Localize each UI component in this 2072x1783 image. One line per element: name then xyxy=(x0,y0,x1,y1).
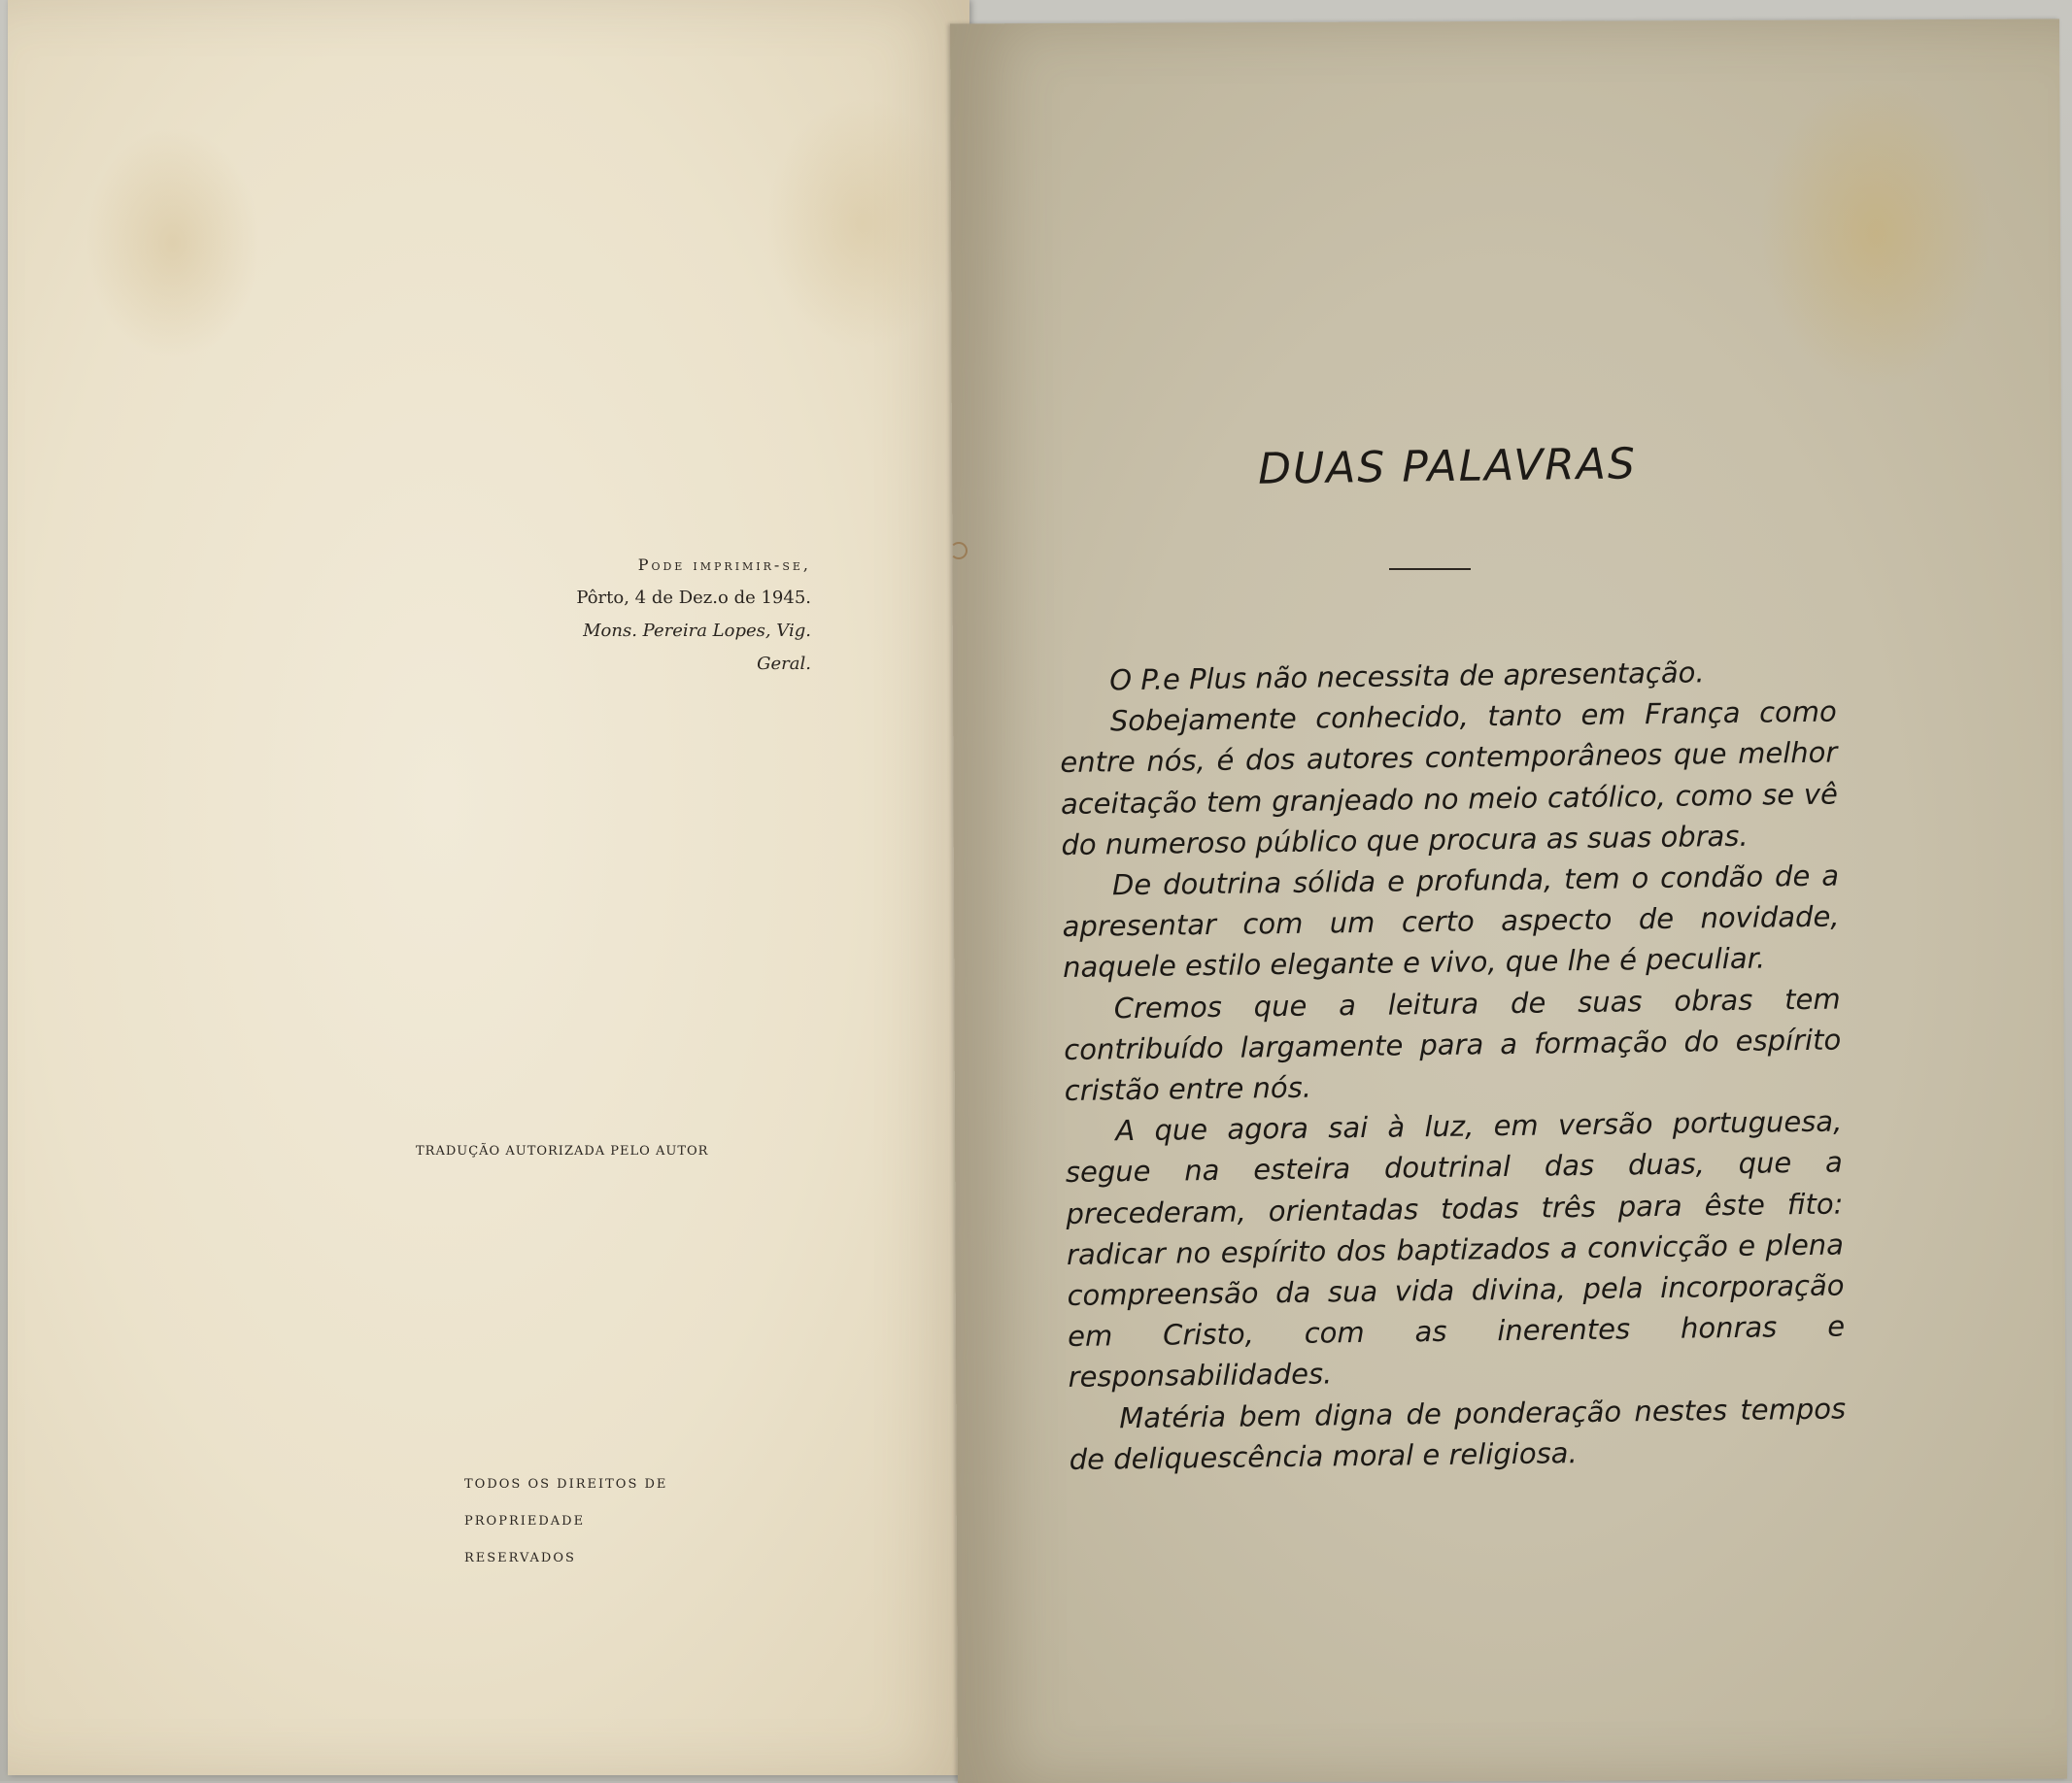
paragraph: Cremos que a leitura de suas obras tem contribuído largamente para a formação do espírito cristão entre nós. xyxy=(1064,982,1842,1107)
page-title: DUAS PALAVRAS xyxy=(1257,439,1638,494)
rights-note xyxy=(464,1466,683,1577)
imprimatur-block xyxy=(549,549,811,681)
rights-note-line-2: PROPRIEDADE RESERVADOS xyxy=(464,1514,586,1565)
body-text xyxy=(1059,651,1847,1480)
paragraph: De doutrina sólida e profunda, tem o condão de a apresentar com um certo aspecto de novidade, naquele estilo elegante e vivo, que lhe é peculiar. xyxy=(1062,858,1840,985)
paragraph: A que agora sai à luz, em versão portuguesa, segue na esteira doutrinal das duas, que a precederam, orientadas todas três para êste fito: radicar no espírito dos baptizados a convicção e plena compreensão da sua vida divina, pela incorporação em Cristo, com as inerentes honras e responsabilidades. xyxy=(1065,1104,1846,1395)
translation-note: TRADUÇÃO AUTORIZADA PELO AUTOR xyxy=(416,1144,709,1159)
paragraph: Matéria bem digna de ponderação nestes tempos de deliquescência moral e religiosa. xyxy=(1069,1392,1847,1476)
imprimatur-line-2: Pôrto, 4 de Dez.o de 1945. xyxy=(576,588,811,608)
imprimatur-line-1: Pode imprimir-se, xyxy=(637,555,811,574)
imprimatur-line-3: Mons. Pereira Lopes, Vig. Geral. xyxy=(583,621,811,674)
paragraph: O P.e Plus não necessita de apresentação. xyxy=(1109,656,1705,697)
binding-thread xyxy=(950,542,968,559)
rights-note-line-1: TODOS OS DIREITOS DE xyxy=(464,1477,668,1492)
title-rule xyxy=(1389,568,1471,570)
paragraph: Sobejamente conhecido, tanto em França como entre nós, é dos autores contemporâneos que melhor aceitação tem granjeado no meio católico, como se vê do numeroso público que procura as suas obras. xyxy=(1060,694,1839,861)
